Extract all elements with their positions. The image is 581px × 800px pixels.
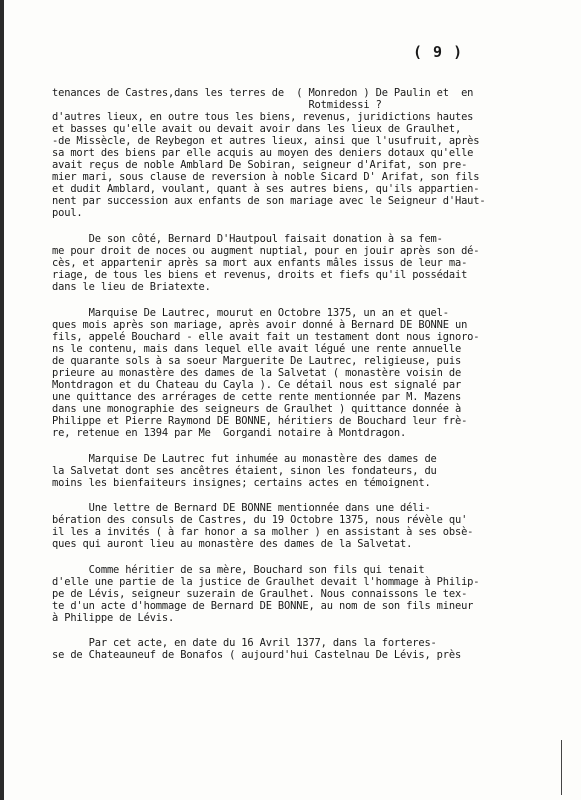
- text-line: re, retenue en 1394 par Me Gorgandi notaire à Montdragon.: [52, 427, 407, 439]
- text-line: bération des consuls de Castres, du 19 Octobre 1375, nous révèle qu': [52, 514, 468, 526]
- text-line: se de Chateauneuf de Bonafos ( aujourd'hui Castelnau De Lévis, près: [52, 649, 462, 661]
- text-line: poul.: [52, 207, 83, 219]
- text-line: à Philippe de Lévis.: [52, 612, 175, 624]
- text-line: tenances de Castres,dans les terres de ( Monredon ) De Paulin et en: [52, 87, 474, 99]
- page-corner-mark: [553, 740, 562, 795]
- text-line: ns le contenu, mais dans lequel elle avait légué une rente annuelle: [52, 343, 462, 355]
- text-line: Philippe et Pierre Raymond DE BONNE, héritiers de Bouchard leur frè-: [52, 415, 468, 427]
- text-line: te d'un acte d'hommage de Bernard DE BONNE, au nom de son fils mineur: [52, 600, 474, 612]
- text-line: et dudit Amblard, voulant, quant à ses autres biens, qu'ils appartien-: [52, 183, 480, 195]
- text-line: De son côté, Bernard D'Hautpoul faisait donation à sa fem-: [52, 233, 443, 245]
- text-line: d'autres lieux, en outre tous les biens, revenus, juridictions hautes: [52, 111, 474, 123]
- text-line: une quittance des arrérages de cette rente mentionnée par M. Mazens: [52, 391, 462, 403]
- text-line: de quarante sols à sa soeur Marguerite De Lautrec, religieuse, puis: [52, 355, 462, 367]
- text-line: cès, et appartenir après sa mort aux enfants mâles issus de leur ma-: [52, 257, 468, 269]
- text-line: sa mort des biens par elle acquis au moyen des deniers dotaux qu'elle: [52, 147, 474, 159]
- text-line: il les a invités ( à far honor a sa molher ) en assistant à ses obsè-: [52, 526, 474, 538]
- text-line: Par cet acte, en date du 16 Avril 1377, dans la forteres-: [52, 637, 437, 649]
- text-line: mier mari, sous clause de reversion à noble Sicard D' Arifat, son fils: [52, 171, 480, 183]
- text-line: Marquise De Lautrec, mourut en Octobre 1375, un an et quel-: [52, 307, 449, 319]
- text-line: Rotmidessi ?: [52, 99, 382, 111]
- text-line: ques qui auront lieu au monastère des dames de la Salvetat.: [52, 538, 413, 550]
- text-line: riage, de tous les biens et revenus, droits et fiefs qu'il possédait: [52, 269, 468, 281]
- text-line: Une lettre de Bernard DE BONNE mentionnée dans une déli-: [52, 502, 431, 514]
- text-line: me pour droit de noces ou augment nuptial, pour en jouir après son dé-: [52, 245, 480, 257]
- text-line: dans le lieu de Briatexte.: [52, 281, 211, 293]
- text-line: moins les bienfaiteurs insignes; certains actes en témoignent.: [52, 477, 431, 489]
- text-line: Comme héritier de sa mère, Bouchard son fils qui tenait: [52, 564, 425, 576]
- text-line: et basses qu'elle avait ou devait avoir dans les lieux de Graulhet,: [52, 123, 462, 135]
- text-line: Marquise De Lautrec fut inhumée au monastère des dames de: [52, 453, 437, 465]
- text-line: avait reçus de noble Amblard De Sobiran, seigneur d'Arifat, son pre-: [52, 159, 468, 171]
- text-line: dans une monographie des seigneurs de Graulhet ) quittance donnée à: [52, 403, 462, 415]
- page-number: ( 9 ): [413, 43, 464, 61]
- text-line: -de Missècle, de Reybegon et autres lieux, ainsi que l'usufruit, après: [52, 135, 480, 147]
- text-line: ques mois après son mariage, après avoir donné à Bernard DE BONNE un: [52, 319, 468, 331]
- text-line: la Salvetat dont ses ancêtres étaient, sinon les fondateurs, du: [52, 465, 437, 477]
- page-left-edge: [0, 0, 4, 800]
- text-line: nent par succession aux enfants de son mariage avec le Seigneur d'Haut-: [52, 195, 486, 207]
- text-line: fils, appelé Bouchard - elle avait fait un testament dont nous ignoro-: [52, 331, 480, 343]
- text-line: pe de Lévis, seigneur suzerain de Graulhet. Nous connaissons le tex-: [52, 588, 468, 600]
- text-line: d'elle une partie de la justice de Graulhet devait l'hommage à Philip-: [52, 576, 480, 588]
- text-line: Montdragon et du Chateau du Cayla ). Ce détail nous est signalé par: [52, 379, 462, 391]
- text-line: prieure au monastère des dames de la Salvetat ( monastère voisin de: [52, 367, 462, 379]
